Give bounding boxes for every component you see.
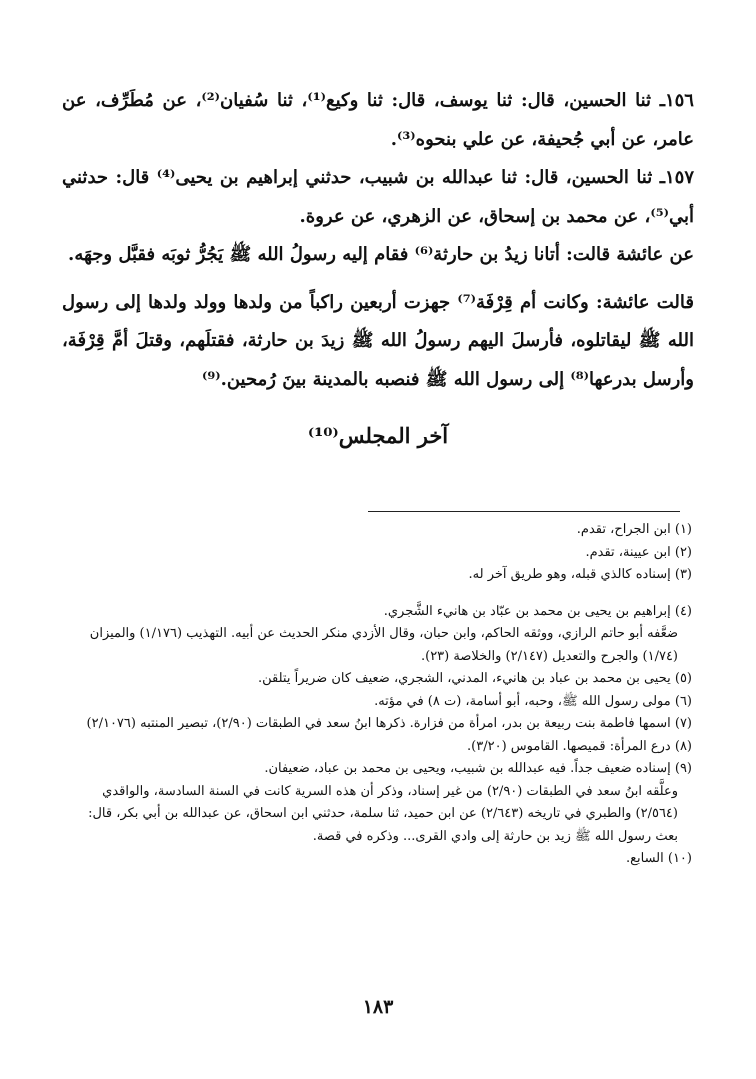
footnote-4-detail: ضعَّفه أبو حاتم الرازي، ووثقه الحاكم، وابن حبان، وقال الأزدي منكر الحديث عن أبيه. التهذيب (١/١٧٦) والميزان (١/٧٤) والجرح والتعديل (٢/١٤٧) والخلاصة (٢٣).: [89, 626, 678, 664]
footnote-8: (٨) درع المرأة: قميصها. القاموس (٣/٢٠).: [467, 738, 692, 754]
footnote-10: (١٠) السابع.: [625, 851, 692, 866]
footnote-5: (٥) يحيى بن محمد بن عباد بن هانيء، المدني، الشجري، ضعيف كان ضريراً يتلقن.: [258, 671, 692, 686]
footnote-separator: [368, 511, 680, 512]
aisha-umm-qirfa-narration: قالت عائشة: وكانت أم قِرْفَة⁽⁷⁾ جهزت أربعين راكباً من ولدها وولد ولدها إلى رسول الله ﷺ ليقاتلوه، فأرسلَ اليهم رسولُ الله ﷺ زيدَ بن حارثة، فقتلَهم، وقتلَ أمَّ قِرْفَة، وأرسل بدرعها⁽⁸⁾ إلى رسول الله ﷺ فنصبه بالمدينة بينَ رُمحين.⁽⁹⁾: [62, 291, 694, 390]
footnote-7: (٧) اسمها فاطمة بنت ربيعة بن بدر، امرأة من فزارة. ذكرها ابنُ سعد في الطبقات (٢/٩٠)، تبصير المنتبه (٢/١٠٧٦): [86, 716, 692, 731]
footnote-4: (٤) إبراهيم بن يحيى بن محمد بن عبّاد بن هانيء الشَّجري.: [383, 603, 692, 619]
footnote-3: (٣) إسناده كالذي قبله، وهو طريق آخر له.: [468, 567, 692, 582]
footnote-1: (١) ابن الجراح، تقدم.: [576, 522, 692, 537]
footnote-2: (٢) ابن عيينة، تقدم.: [585, 544, 692, 560]
footnote-9: (٩) إسناده ضعيف جداً. فيه عبدالله بن شبيب، ويحيى بن محمد بن عباد، ضعيفان.: [264, 761, 692, 776]
aisha-narration: عن عائشة قالت: أتانا زيدُ بن حارثة⁽⁶⁾ فقام إليه رسولُ الله ﷺ يَجُرُّ ثوبَه فقبَّل وجهَه.: [68, 244, 694, 265]
narration-157: ١٥٧ـ ثنا الحسين، قال: ثنا عبدالله بن شبيب، حدثني إبراهيم بن يحيى⁽⁴⁾ قال: حدثني أبي⁽⁵⁾، عن محمد بن إسحاق، عن الزهري، عن عروة.: [62, 167, 694, 227]
footnote-6: (٦) مولى رسول الله ﷺ، وحبه، أبو أسامة، (ت ٨) في مؤته.: [374, 693, 692, 709]
page-number: ١٨٣: [362, 996, 394, 1018]
narration-156: ١٥٦ـ ثنا الحسين، قال: ثنا يوسف، قال: ثنا وكيع⁽¹⁾، ثنا سُفيان⁽²⁾، عن مُطَرِّف، عن عامر، عن أبي جُحيفة، عن علي بنحوه⁽³⁾.: [62, 90, 694, 150]
footnotes-block: [64, 519, 692, 871]
session-end-heading: آخر المجلس⁽¹⁰⁾: [307, 423, 449, 448]
main-text-block: [62, 82, 694, 399]
footnote-9-detail: وعلَّقه ابنُ سعد في الطبقات (٢/٩٠) من غير إسناد، وذكر أن هذه السرية كانت في السنة السادسة، والواقدي (٢/٥٦٤) والطبري في تاريخه (٢/٦٤٣) عن ابن حميد، ثنا سلمة، حدثني ابن اسحاق، عن عبدالله بن أبي بكر، قال: بعث رسول الله ﷺ زيد بن حارثة إلى وادي القرى... وذكره في قصة.: [88, 783, 678, 844]
